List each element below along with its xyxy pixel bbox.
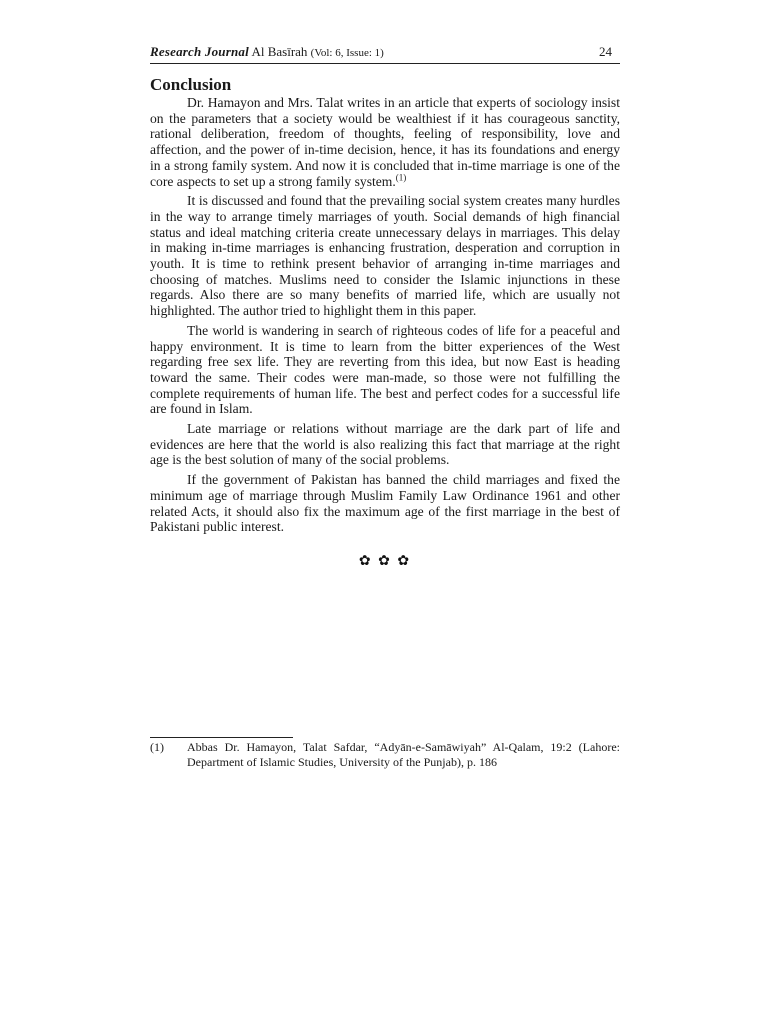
paragraph-3: The world is wandering in search of righteous codes of life for a peaceful and happy environment. It is time to learn from the bitter experiences of the West regarding free sex life. They are reverting from this idea, but now East is heading toward the same. Their codes were man-made, so those were not fulfilling the complete requirements of human life. The best and perfect codes for a successful life are found in Islam.	[150, 322, 620, 417]
footnote-divider	[150, 737, 293, 738]
section-end-ornament-icon: ✿ ✿ ✿	[358, 553, 412, 569]
paragraph-2: It is discussed and found that the prevailing social system creates many hurdles in the way to arrange timely marriages of youth. Social demands of high financial status and ideal matching criteria create unnecessary delays in marriages. This delay in making in-time marriages is enhancing frustration, desperation and corruption in youth. It is time to rethink present behavior of arranging in-time marriages and choosing of matches. Muslims need to consider the Islamic injunctions in these regards. Also there are so many benefits of married life, which are usually not highlighted. The author tried to highlight them in this paper.	[150, 193, 620, 319]
section-heading: Conclusion	[150, 75, 232, 94]
journal-title	[150, 44, 384, 60]
page-number: 24	[599, 44, 612, 59]
paragraph-1-text: Dr. Hamayon and Mrs. Talat writes in an article that experts of sociology insist on the parameters that a society would be wealthiest if it has courageous sanctity, rational deliberation, freedom of thoughts, feeling of responsibility, love and affection, and the power of in-time decision, hence, it has its foundations and energy in a strong family system. And now it is concluded that in-time marriage is one of the core aspects to set up a strong family system.	[150, 95, 620, 189]
journal-issue: (Vol: 6, Issue: 1)	[310, 47, 384, 59]
footnote	[150, 740, 620, 769]
footnote-text: Abbas Dr. Hamayon, Talat Safdar, “Adyān-e-Samāwiyah” Al-Qalam, 19:2 (Lahore: Department of Islamic Studies, University of the Punjab), p. 186	[187, 740, 620, 769]
journal-subtitle: Al Basīrah	[248, 44, 311, 59]
paragraph-4: Late marriage or relations without marriage are the dark part of life and evidences are here that the world is also realizing this fact that marriage at the right age is the best solution of many of the social problems.	[150, 421, 620, 468]
footnote-reference[interactable]: (1)	[395, 171, 407, 182]
footnote-mark: (1)	[150, 740, 164, 754]
journal-name: Research Journal	[150, 44, 249, 59]
page-body	[150, 40, 620, 570]
paragraph-1	[150, 95, 620, 189]
paragraph-5: If the government of Pakistan has banned the child marriages and fixed the minimum age of marriage through Muslim Family Law Ordinance 1961 and other related Acts, it should also fix the maximum age of the first marriage in the best of Pakistani public interest.	[150, 472, 620, 535]
running-header	[150, 40, 620, 64]
